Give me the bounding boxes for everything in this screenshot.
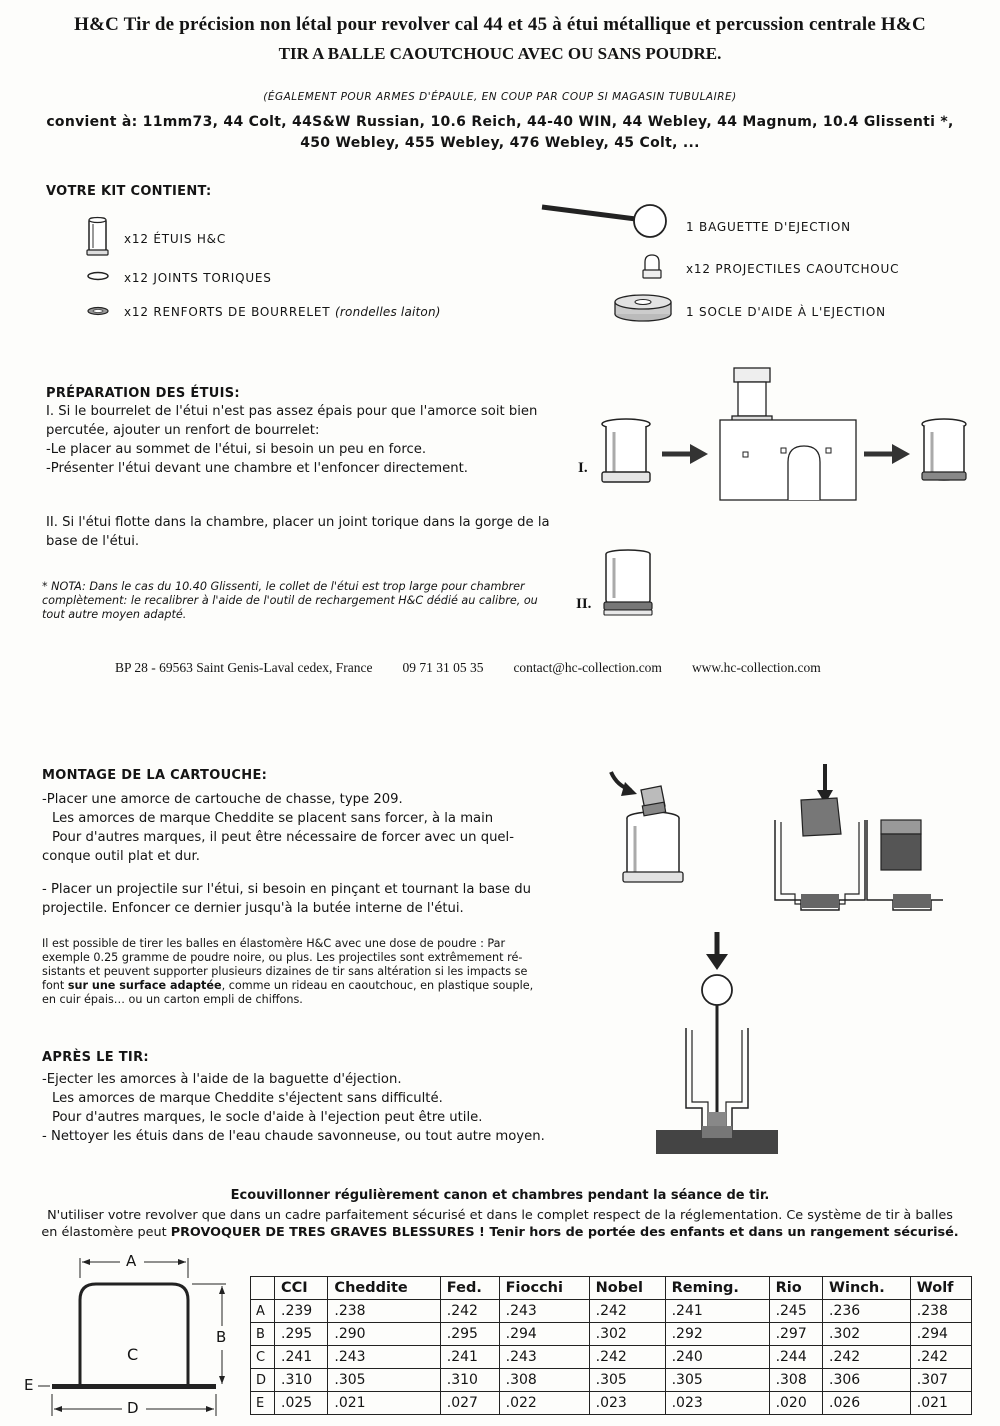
montage-line-2: Les amorces de marque Cheddite se placent sans forcer, à la main <box>52 811 494 826</box>
table-row <box>251 1300 972 1323</box>
preparation-step-2-line-1: II. Si l'étui flotte dans la chambre, placer un joint torique dans la gorge de la <box>46 515 550 530</box>
table-cell: .242 <box>589 1346 665 1369</box>
preparation-step-2-line-2: base de l'étui. <box>46 534 140 549</box>
after-line-2: Les amorces de marque Cheddite s'éjectent sans difficulté. <box>52 1091 443 1106</box>
powder-note-line-5: en cuir épais… ou un carton empli de chiffons. <box>42 993 303 1006</box>
warning-line-3a: en élastomère peut <box>41 1225 171 1240</box>
table-header: Winch. <box>823 1277 911 1300</box>
table-cell: .290 <box>328 1323 440 1346</box>
table-cell: .305 <box>589 1369 665 1392</box>
dimension-label-d: D <box>127 1399 139 1417</box>
preparation-step-1-line-1: I. Si le bourrelet de l'étui n'est pas assez épais pour que l'amorce soit bien <box>46 404 538 419</box>
table-cell: .242 <box>910 1346 971 1369</box>
table-cell: .020 <box>769 1392 822 1415</box>
table-cell: .240 <box>665 1346 769 1369</box>
powder-note-line-4 <box>42 979 602 993</box>
table-cell: .022 <box>499 1392 589 1415</box>
after-shooting-text <box>42 1070 602 1146</box>
nota-line-1: * NOTA: Dans le cas du 10.40 Glissenti, le collet de l'étui est trop large pour chambrer <box>42 580 525 593</box>
nota-line-2: complètement: le recalibrer à l'aide de l'outil de rechargement H&C dédié au calibre, ou <box>42 594 538 607</box>
washer-icon <box>86 305 110 317</box>
table-cell: .243 <box>499 1346 589 1369</box>
powder-note-line-4b: sur une surface adaptée <box>67 979 222 992</box>
table-cell: .027 <box>440 1392 499 1415</box>
table-cell: .310 <box>275 1369 328 1392</box>
dimension-label-e: E <box>24 1376 34 1394</box>
ejection-base-icon <box>612 292 674 324</box>
table-cell: .244 <box>769 1346 822 1369</box>
page-subtitle: TIR A BALLE CAOUTCHOUC AVEC OU SANS POUDRE. <box>278 44 722 63</box>
ejection-rod-icon <box>538 197 670 241</box>
footer-website[interactable]: www.hc-collection.com <box>691 660 821 675</box>
powder-note-line-4a: font <box>42 979 68 992</box>
table-cell: .025 <box>275 1392 328 1415</box>
table-cell: .310 <box>440 1369 499 1392</box>
case-with-o-ring-icon <box>600 548 660 618</box>
table-cell: .239 <box>275 1300 328 1323</box>
preparation-step-1-line-4: -Présenter l'étui devant une chambre et l'enfoncer directement. <box>46 461 468 476</box>
powder-note-line-4c: , comme un rideau en caoutchouc, en plastique souple, <box>221 979 534 992</box>
montage-line-3: Pour d'autres marques, il peut être nécessaire de forcer avec un quel- <box>52 830 514 845</box>
table-cell: .238 <box>910 1300 971 1323</box>
table-header: Fiocchi <box>499 1277 589 1300</box>
table-cell: .297 <box>769 1323 822 1346</box>
figure-label-1: I. <box>578 460 588 476</box>
figure-label-2: II. <box>576 596 592 612</box>
preparation-step-2 <box>46 513 566 551</box>
table-cell: .026 <box>823 1392 911 1415</box>
kit-item-ejection-rod: 1 BAGUETTE D'EJECTION <box>686 220 851 234</box>
press-tool-icon <box>720 368 856 500</box>
table-row-label: D <box>251 1369 275 1392</box>
preparation-step-1 <box>46 402 566 478</box>
table-cell: .021 <box>328 1392 440 1415</box>
table-cell: .305 <box>665 1369 769 1392</box>
dimension-label-a: A <box>126 1252 137 1270</box>
table-header: Reming. <box>665 1277 769 1300</box>
after-line-3: Pour d'autres marques, le socle d'aide à l'ejection peut être utile. <box>52 1110 483 1125</box>
compatibility-line-2: 450 Webley, 455 Webley, 476 Webley, 45 Colt, ... <box>300 135 700 151</box>
case-with-primer-icon <box>623 786 683 882</box>
primer-dimensions-table <box>250 1276 972 1415</box>
figure-projectile-loading <box>605 760 945 925</box>
montage-line-6: projectile. Enfoncer ce dernier jusqu'à la butée interne de l'étui. <box>42 901 464 916</box>
kit-item-o-rings: x12 JOINTS TORIQUES <box>124 271 272 285</box>
table-row <box>251 1346 972 1369</box>
table-row-label: B <box>251 1323 275 1346</box>
table-cell: .305 <box>328 1369 440 1392</box>
compatibility-line-1: convient à: 11mm73, 44 Colt, 44S&W Russian, 10.6 Reich, 44-40 WIN, 44 Webley, 44 Magnum, 10.4 Glissenti *, <box>46 114 954 130</box>
figure-washer-fitting <box>598 362 978 502</box>
montage-line-1: -Placer une amorce de cartouche de chasse, type 209. <box>42 792 403 807</box>
warning-line-3 <box>0 1224 1000 1241</box>
warning-text <box>0 1207 1000 1241</box>
table-row <box>251 1369 972 1392</box>
table-cell: .295 <box>275 1323 328 1346</box>
table-cell: .302 <box>589 1323 665 1346</box>
table-cell: .242 <box>440 1300 499 1323</box>
table-row <box>251 1323 972 1346</box>
compatibility-list <box>30 112 970 154</box>
powder-note <box>42 937 602 1007</box>
footer-phone: 09 71 31 05 35 <box>402 660 484 675</box>
table-row-label: E <box>251 1392 275 1415</box>
kit-item-ejection-base: 1 SOCLE D'AIDE À L'EJECTION <box>686 305 886 319</box>
case-section-2-icon <box>867 820 943 910</box>
table-cell: .306 <box>823 1369 911 1392</box>
table-cell: .292 <box>665 1323 769 1346</box>
table-header: CCI <box>275 1277 328 1300</box>
footer-address: BP 28 - 69563 Saint Genis-Laval cedex, France <box>115 660 373 675</box>
kit-title: VOTRE KIT CONTIENT: <box>46 184 212 199</box>
table-row <box>251 1392 972 1415</box>
table-header: Cheddite <box>328 1277 440 1300</box>
table-header: Nobel <box>589 1277 665 1300</box>
after-line-4: - Nettoyer les étuis dans de l'eau chaude savonneuse, ou tout autre moyen. <box>42 1129 545 1144</box>
warning-line-1: Ecouvillonner régulièrement canon et chambres pendant la séance de tir. <box>230 1188 770 1203</box>
rubber-projectile-icon <box>640 252 664 282</box>
table-row-label: C <box>251 1346 275 1369</box>
contact-footer <box>115 660 895 676</box>
table-cell: .295 <box>440 1323 499 1346</box>
table-cell: .241 <box>275 1346 328 1369</box>
table-row-label: A <box>251 1300 275 1323</box>
preparation-title: PRÉPARATION DES ÉTUIS: <box>46 386 240 401</box>
table-cell: .308 <box>499 1369 589 1392</box>
after-shooting-title: APRÈS LE TIR: <box>42 1050 149 1065</box>
case-after-icon <box>922 419 966 480</box>
table-cell: .242 <box>589 1300 665 1323</box>
table-cell: .302 <box>823 1323 911 1346</box>
table-cell: .023 <box>589 1392 665 1415</box>
o-ring-icon <box>86 270 110 282</box>
nota-line-3: tout autre moyen adapté. <box>42 608 187 621</box>
table-header: Fed. <box>440 1277 499 1300</box>
montage-line-5: - Placer un projectile sur l'étui, si besoin en pinçant et tournant la base du <box>42 882 531 897</box>
montage-text <box>42 790 602 918</box>
kit-item-cases: x12 ÉTUIS H&C <box>124 232 227 246</box>
case-before-icon <box>602 419 650 482</box>
preparation-step-1-line-3: -Le placer au sommet de l'étui, si besoin un peu en force. <box>46 442 427 457</box>
table-cell: .245 <box>769 1300 822 1323</box>
table-corner-cell <box>251 1277 275 1300</box>
figure-primer-ejection <box>652 930 782 1156</box>
preparation-nota <box>42 580 562 622</box>
montage-line-4: conque outil plat et dur. <box>42 849 200 864</box>
table-cell: .023 <box>665 1392 769 1415</box>
table-cell: .242 <box>823 1346 911 1369</box>
kit-item-washers-note: (rondelles laiton) <box>335 305 441 319</box>
kit-item-washers <box>124 305 441 319</box>
powder-note-line-1: Il est possible de tirer les balles en élastomère H&C avec une dose de poudre : Par <box>42 937 506 950</box>
kit-item-washers-label: x12 RENFORTS DE BOURRELET <box>124 305 331 319</box>
montage-title: MONTAGE DE LA CARTOUCHE: <box>42 768 268 783</box>
table-cell: .243 <box>328 1346 440 1369</box>
page-note: (ÉGALEMENT POUR ARMES D'ÉPAULE, EN COUP PAR COUP SI MAGASIN TUBULAIRE) <box>263 91 737 103</box>
case-section-1-icon <box>775 798 865 910</box>
table-cell: .021 <box>910 1392 971 1415</box>
table-cell: .308 <box>769 1369 822 1392</box>
dimension-label-b: B <box>216 1328 227 1346</box>
case-icon <box>86 216 110 258</box>
table-cell: .294 <box>910 1323 971 1346</box>
powder-note-line-2: exemple 0.25 gramme de poudre noire, ou plus. Les projectiles sont extrêmement ré- <box>42 951 523 964</box>
table-cell: .238 <box>328 1300 440 1323</box>
table-cell: .243 <box>499 1300 589 1323</box>
kit-item-projectiles: x12 PROJECTILES CAOUTCHOUC <box>686 262 900 276</box>
footer-email[interactable]: contact@hc-collection.com <box>513 660 662 675</box>
table-cell: .236 <box>823 1300 911 1323</box>
warning-line-3b: PROVOQUER DE TRES GRAVES BLESSURES ! Tenir hors de portée des enfants et dans un rangement sécurisé. <box>170 1225 959 1240</box>
dimension-label-c: C <box>127 1345 139 1364</box>
table-header-row <box>251 1277 972 1300</box>
powder-note-line-3: sistants et peuvent supporter plusieurs dizaines de tir sans altération si les impacts se <box>42 965 528 978</box>
table-cell: .294 <box>499 1323 589 1346</box>
page-title: H&C Tir de précision non létal pour revolver cal 44 et 45 à étui métallique et percussion centrale H&C <box>74 14 926 35</box>
table-cell: .307 <box>910 1369 971 1392</box>
warning-line-2: N'utiliser votre revolver que dans un cadre parfaitement sécurisé et dans le complet respect de la réglementation. Ce système de tir à balles <box>47 1208 953 1223</box>
table-cell: .241 <box>665 1300 769 1323</box>
table-header: Rio <box>769 1277 822 1300</box>
table-header: Wolf <box>910 1277 971 1300</box>
table-cell: .241 <box>440 1346 499 1369</box>
after-line-1: -Ejecter les amorces à l'aide de la baguette d'éjection. <box>42 1072 402 1087</box>
preparation-step-1-line-2: percutée, ajouter un renfort de bourrelet: <box>46 423 320 438</box>
